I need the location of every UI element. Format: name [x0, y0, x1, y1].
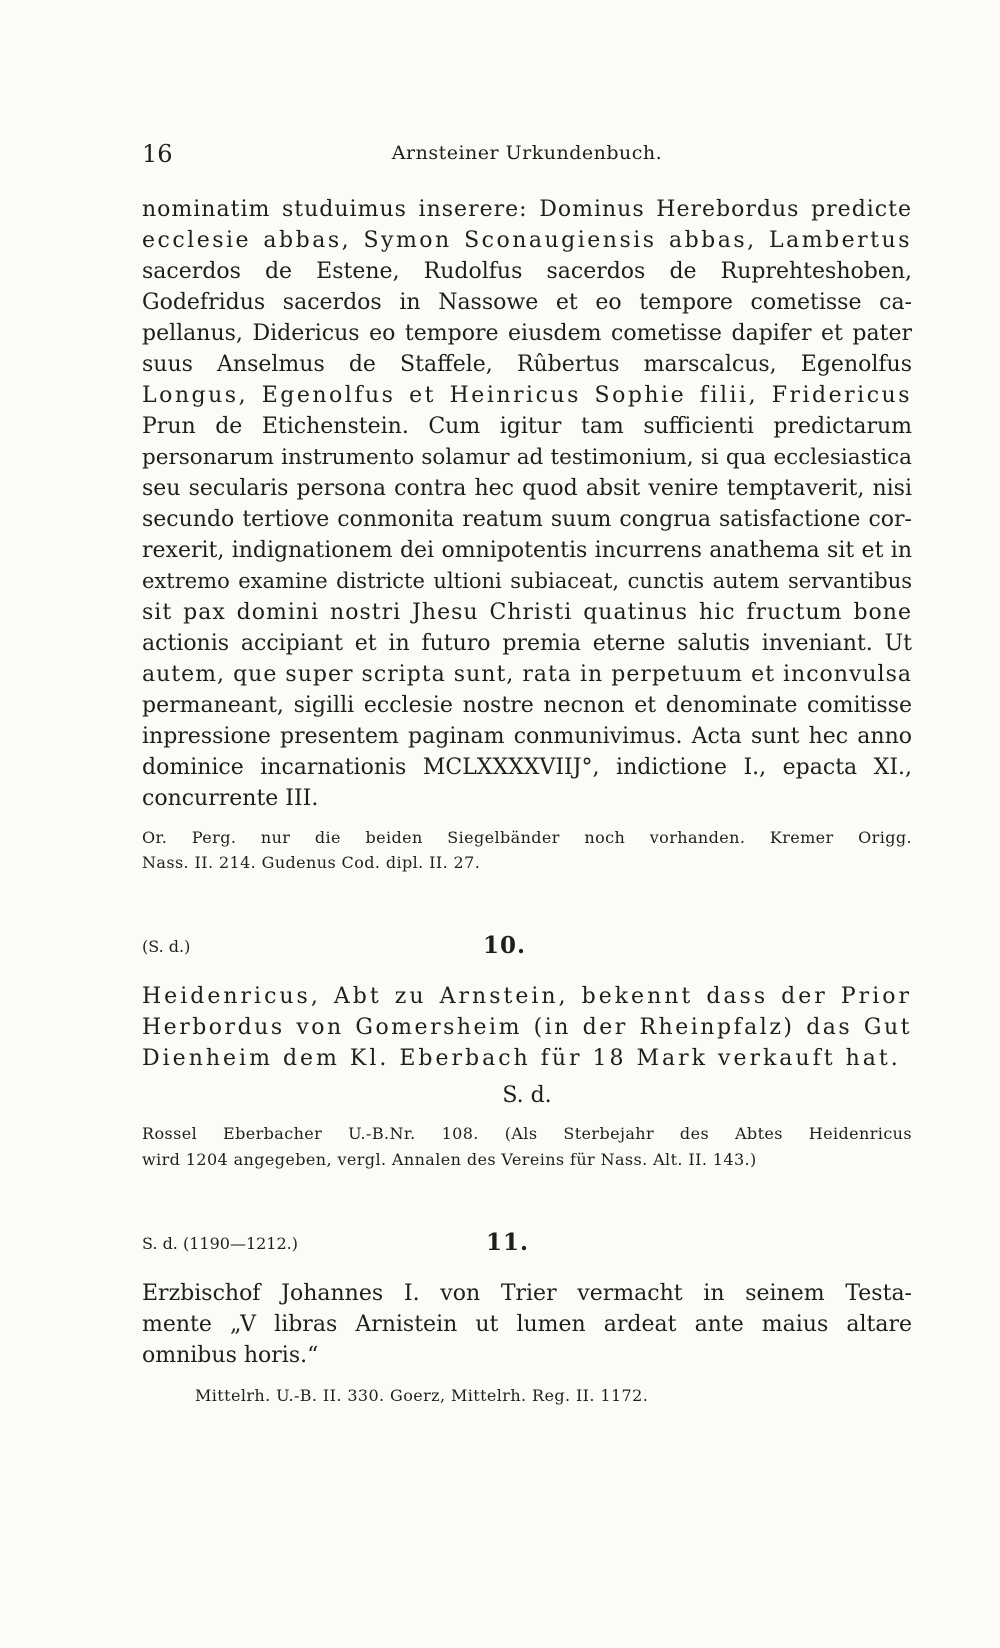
doc11-date: S. d. (1190—1212.): [142, 1234, 298, 1253]
doc9-line: pellanus, Didericus eo tempore eiusdem cometisse dapifer et pater: [142, 321, 912, 346]
doc9-line: rexerit, indignationem dei omnipotentis incurrens anathema sit et in: [142, 538, 912, 563]
doc10-number: 10.: [483, 932, 527, 959]
doc9-line: Godefridus sacerdos in Nassowe et eo tempore cometisse ca-: [142, 290, 912, 315]
doc9-line: inpressione presentem paginam conmunivimus. Acta sunt hec anno: [142, 724, 912, 749]
doc9-line: sit pax domini nostri Jhesu Christi quatinus hic fructum bone: [142, 600, 912, 625]
page-number: 16: [142, 140, 173, 168]
doc11-source-note: Mittelrh. U.-B. II. 330. Goerz, Mittelrh. Reg. II. 1172.: [195, 1386, 649, 1405]
doc9-line: autem, que super scripta sunt, rata in perpetuum et inconvulsa: [142, 662, 912, 687]
doc10-source-note: Rossel Eberbacher U.-B.Nr. 108. (Als Sterbejahr des Abtes Heidenricus: [142, 1124, 912, 1143]
doc9-line: actionis accipiant et in futuro premia eterne salutis inveniant. Ut: [142, 631, 912, 656]
doc10-regest-line: Dienheim dem Kl. Eberbach für 18 Mark verkauft hat.: [142, 1046, 901, 1071]
doc9-line: dominice incarnationis MCLXXXXVIIJ°, indictione I., epacta XI.,: [142, 755, 912, 780]
page-header: [142, 140, 912, 174]
doc9-line: concurrente III.: [142, 786, 319, 811]
doc9-line: Prun de Etichenstein. Cum igitur tam sufficienti predictarum: [142, 414, 912, 439]
doc9-line: Longus, Egenolfus et Heinricus Sophie filii, Fridericus: [142, 383, 912, 408]
doc9-line: ecclesie abbas, Symon Sconaugiensis abbas, Lambertus: [142, 228, 912, 253]
doc9-line: nominatim studuimus inserere: Dominus Herebordus predicte: [142, 197, 912, 222]
doc11-regest-line: Erzbischof Johannes I. von Trier vermacht in seinem Testa-: [142, 1281, 912, 1306]
doc9-line: personarum instrumento solamur ad testimonium, si qua ecclesiastica: [142, 445, 912, 470]
doc10-sd: S. d.: [502, 1083, 552, 1108]
doc9-line: extremo examine districte ultioni subiaceat, cunctis autem servantibus: [142, 569, 912, 593]
doc9-line: secundo tertiove conmonita reatum suum congrua satisfactione cor-: [142, 507, 912, 532]
doc11-regest-line: mente „V libras Arnistein ut lumen ardeat ante maius altare: [142, 1312, 912, 1337]
doc10-regest-line: Heidenricus, Abt zu Arnstein, bekennt dass der Prior: [142, 984, 912, 1009]
doc9-line: sacerdos de Estene, Rudolfus sacerdos de Ruprehteshoben,: [142, 259, 912, 284]
doc10-source-note: wird 1204 angegeben, vergl. Annalen des Vereins für Nass. Alt. II. 143.): [142, 1150, 757, 1169]
doc10-regest-line: Herbordus von Gomersheim (in der Rheinpfalz) das Gut: [142, 1015, 912, 1040]
doc9-source-note: Nass. II. 214. Gudenus Cod. dipl. II. 27.: [142, 853, 481, 872]
running-title: Arnsteiner Urkundenbuch.: [391, 142, 663, 164]
doc10-date: (S. d.): [142, 937, 191, 956]
doc9-line: permaneant, sigilli ecclesie nostre necnon et denominate comitisse: [142, 693, 912, 718]
doc9-source-note: Or. Perg. nur die beiden Siegelbänder noch vorhanden. Kremer Origg.: [142, 828, 912, 847]
doc11-regest-line: omnibus horis.“: [142, 1343, 319, 1368]
doc9-line: suus Anselmus de Staffele, Rûbertus marscalcus, Egenolfus: [142, 352, 912, 377]
doc11-number: 11.: [486, 1229, 530, 1256]
doc9-line: seu secularis persona contra hec quod absit venire temptaverit, nisi: [142, 476, 912, 501]
